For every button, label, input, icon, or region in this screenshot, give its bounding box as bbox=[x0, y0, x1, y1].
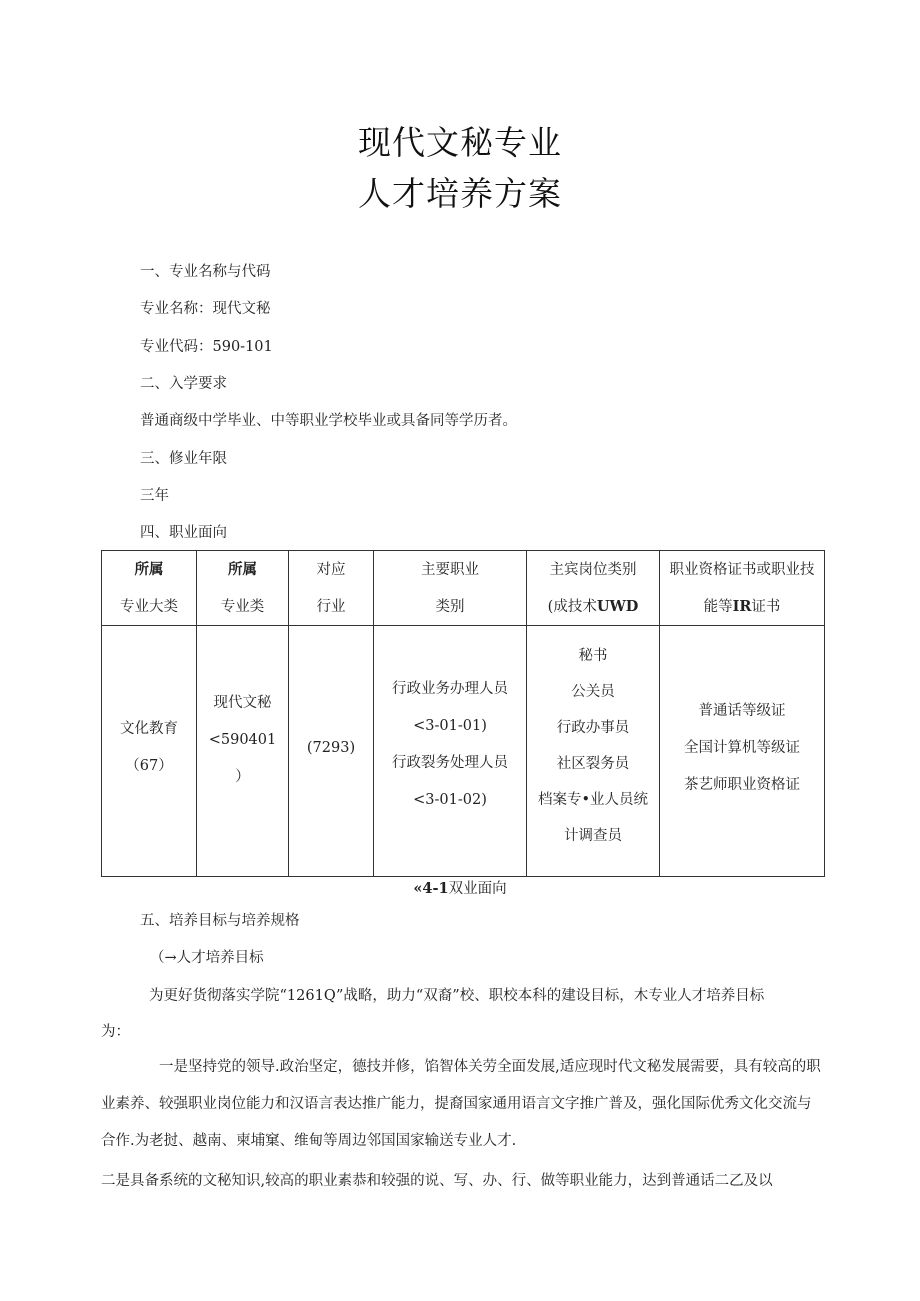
header-major-category: 所属 专业大类 bbox=[102, 551, 197, 626]
section-5-heading: 五、培养目标与培养规格 bbox=[140, 913, 300, 929]
goal-intro-line-2: 为： bbox=[101, 1024, 130, 1040]
document-title-line-2: 人才培养方案 bbox=[358, 174, 562, 213]
header-certificates: 职业资格证书或职业技 能等IR证书 bbox=[660, 551, 825, 626]
table-row bbox=[102, 626, 825, 877]
section-2-heading: 二、入学要求 bbox=[140, 376, 227, 392]
document-title-line-1: 现代文秘专业 bbox=[358, 123, 562, 162]
cell-certificates: 普通话等级证 全国计算机等级证 茶艺师职业资格证 bbox=[660, 626, 825, 877]
admission-requirement: 普通商级中学毕业、中等职业学校毕业或具备同等学历者。 bbox=[140, 413, 517, 429]
header-industry: 对应 行业 bbox=[289, 551, 374, 626]
cell-major-category: 文化教育 （67） bbox=[102, 626, 197, 877]
section-4-heading: 四、职业面向 bbox=[140, 525, 227, 541]
cell-major-class: 现代文秘 <590401 ） bbox=[197, 626, 289, 877]
cell-occupations: 行政业务办理人员 <3-01-01) 行政裂务处理人员 <3-01-02) bbox=[374, 626, 527, 877]
study-duration: 三年 bbox=[140, 488, 169, 504]
cell-posts: 秘书 公关员 行政办事员 社区裂务员 档案专•业人员统 计调查员 bbox=[527, 626, 660, 877]
section-1-heading: 一、专业名称与代码 bbox=[140, 264, 271, 280]
section-5-subheading: （→人才培养目标 bbox=[150, 950, 264, 966]
section-3-heading: 三、修业年限 bbox=[140, 451, 227, 467]
header-major-class: 所属 专业类 bbox=[197, 551, 289, 626]
table-header-row bbox=[102, 551, 825, 626]
major-code: 专业代码：590-101 bbox=[140, 339, 273, 355]
table-caption: «4-1双业面向 bbox=[413, 880, 507, 897]
career-orientation-table bbox=[101, 550, 825, 877]
major-name: 专业名称：现代文秘 bbox=[140, 301, 271, 317]
goal-two-paragraph: 二是具备系统的文秘知识,较高的职业素恭和较强的说、写、办、行、做等职业能力，达到普通话二乙及以 bbox=[101, 1173, 773, 1189]
cell-industry: (7293) bbox=[289, 626, 374, 877]
goal-one-paragraph: 一是坚持党的领导.政治坚定，德技并修，馅智体关劳全面发展,适应现时代文秘发展需要，具有较高的职业素养、较强职业岗位能力和汉语言表达推广能力，提裔国家通用语言文字推广普及，强化国际优秀文化交流与合作.为老挝、越南、柬埔窠、维甸等周边邻国国家输送专业人才. bbox=[101, 1059, 821, 1149]
header-occupation-category: 主要职业 类别 bbox=[374, 551, 527, 626]
header-post-category: 主宾岗位类别 (成技术UWD bbox=[527, 551, 660, 626]
goal-intro-line-1: 为更好货彻落实学院“1261Q”战略，助力“双裔”校、职校本科的建设目标，木专业人才培养目标 bbox=[149, 988, 765, 1004]
